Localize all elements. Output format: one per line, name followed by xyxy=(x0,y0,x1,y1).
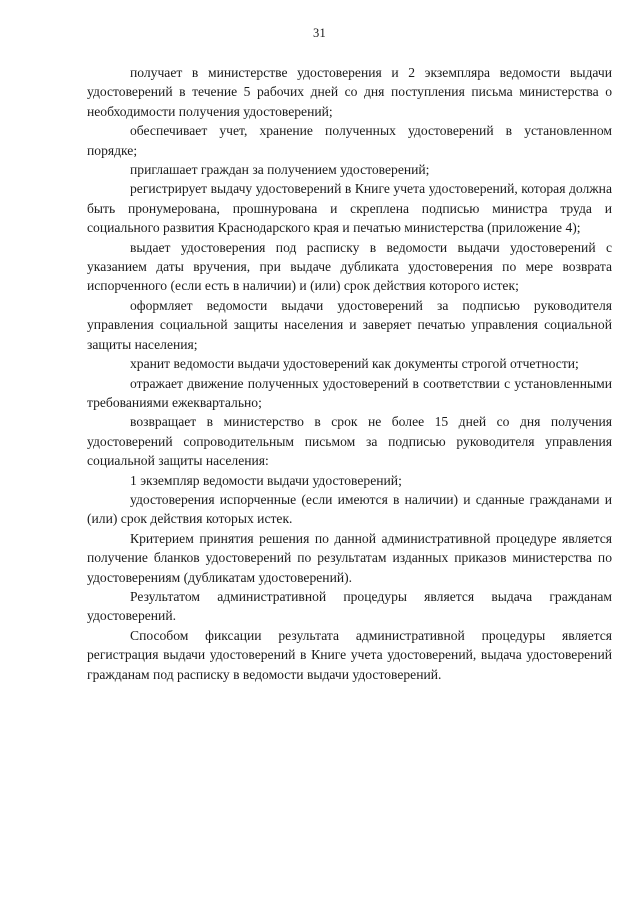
paragraph: выдает удостоверения под расписку в ведомости выдачи удостоверений с указанием даты вручения, при выдаче дубликата удостоверения по мере возврата испорченного (если есть в наличии) и (или) срок действия которого истек; xyxy=(87,239,612,294)
page-number: 31 xyxy=(313,26,326,40)
paragraph: 1 экземпляр ведомости выдачи удостоверений; xyxy=(130,472,402,488)
document-body xyxy=(87,63,612,684)
paragraph: приглашает граждан за получением удостоверений; xyxy=(130,162,430,178)
paragraph: обеспечивает учет, хранение полученных удостоверений в установленном порядке; xyxy=(87,123,612,158)
paragraph: регистрирует выдачу удостоверений в Книге учета удостоверений, которая должна быть пронумерована, прошнурована и скреплена подписью министра труда и социального развития Краснодарского края и печатью министерства (приложение 4); xyxy=(87,181,612,236)
paragraph: получает в министерстве удостоверения и 2 экземпляра ведомости выдачи удостоверений в течение 5 рабочих дней со дня поступления письма министерства о необходимости получения удостоверений; xyxy=(87,65,612,119)
paragraph: хранит ведомости выдачи удостоверений как документы строгой отчетности; xyxy=(130,356,579,372)
paragraph: Критерием принятия решения по данной административной процедуре является получение бланков удостоверений по результатам изданных приказов министерства по удостоверениям (дубликатам удостоверений). xyxy=(87,530,612,585)
paragraph: возвращает в министерство в срок не более 15 дней со дня получения удостоверений сопроводительным письмом за подписью руководителя управления социальной защиты населения: xyxy=(87,414,612,469)
paragraph: Результатом административной процедуры является выдача гражданам удостоверений. xyxy=(87,588,612,624)
paragraph: оформляет ведомости выдачи удостоверений за подписью руководителя управления социальной защиты населения и заверяет печатью управления социальной защиты населения; xyxy=(87,297,612,352)
paragraph: удостоверения испорченные (если имеются в наличии) и сданные гражданами и (или) срок действия которых истек. xyxy=(87,491,612,527)
paragraph: Способом фиксации результата административной процедуры является регистрация выдачи удостоверений в Книге учета удостоверений, выдача удостоверений гражданам под расписку в ведомости выдачи удостоверений. xyxy=(87,627,612,682)
paragraph: отражает движение полученных удостоверений в соответствии с установленными требованиями ежеквартально; xyxy=(87,375,612,410)
